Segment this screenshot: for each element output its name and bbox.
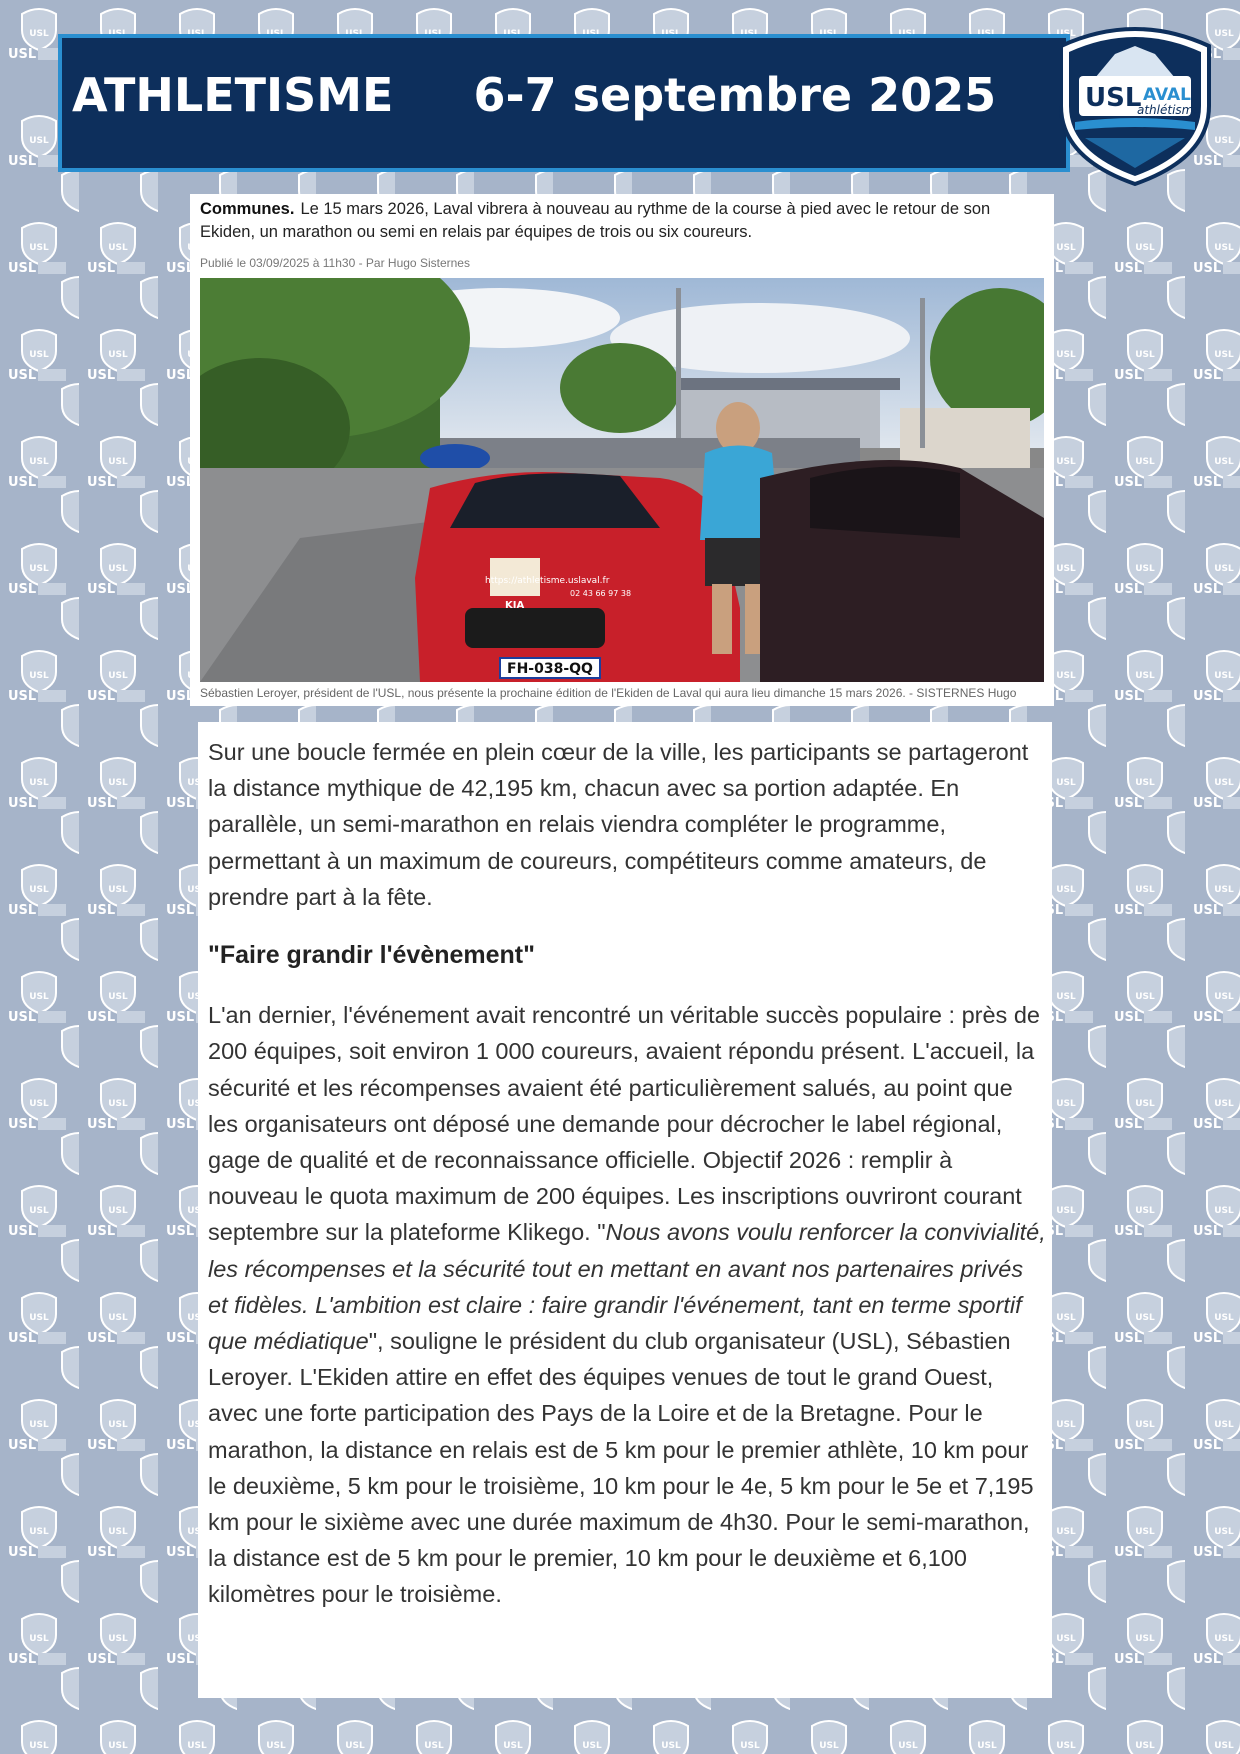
photo-caption: Sébastien Leroyer, président de l'USL, nous présente la prochaine édition de l'Ekiden de Laval qui aura lieu dimanche 15 mars 2026. - SISTERNES Hugo xyxy=(200,686,1017,700)
article-photo xyxy=(200,278,1044,682)
header-title-line xyxy=(72,68,996,122)
article-paragraph-2-start: L'an dernier, l'événement avait rencontré un véritable succès populaire : près de 200 équipes, soit environ 1 000 coureurs, avaient répondu présent. L'accueil, la sécurité et les récompenses avaient été particulièrement salués, au point que les organisateurs ont déposé une demande pour décrocher le label régional, gage de qualité et de reconnaissance officielle. Objectif 2026 : remplir à nouveau le quota maximum de 200 équipes. Les inscriptions ouvriront courant septembre sur la plateforme Klikego. " xyxy=(208,1002,1040,1246)
article-header-card xyxy=(190,194,1054,706)
logo-subtitle: athlétisme xyxy=(1137,103,1201,117)
photo-car-brand: KIA xyxy=(505,600,525,611)
article-meta: Publié le 03/09/2025 à 11h30 - Par Hugo Sisternes xyxy=(200,256,470,270)
article-lead xyxy=(200,198,1046,244)
article-quote: Nous avons voulu renforcer la convivialité, les récompenses et la sécurité tout en mettant en avant nos partenaires privés et fidèles. L'ambition est claire : faire grandir l'événement, tant en terme sportif que médiatique xyxy=(208,1219,1046,1355)
header-title: ATHLETISME xyxy=(72,68,394,122)
article-body-card xyxy=(198,722,1052,1698)
logo-brand-suffix: AVAL xyxy=(1143,85,1191,105)
logo-brand-prefix: USL xyxy=(1085,83,1142,113)
photo-plate: FH-038-QQ xyxy=(507,661,593,677)
article-subheading: "Faire grandir l'évènement" xyxy=(208,941,535,970)
header-banner xyxy=(58,34,1070,172)
club-logo xyxy=(1055,18,1215,186)
photo-car-phone: 02 43 66 97 38 xyxy=(570,589,632,598)
article-paragraph-2 xyxy=(208,997,1048,1612)
header-date: 6-7 septembre 2025 xyxy=(473,68,997,122)
article-tag: Communes. xyxy=(200,200,295,218)
article-paragraph-1: Sur une boucle fermée en plein cœur de la ville, les participants se partageront la distance mythique de 42,195 km, chacun avec sa portion adaptée. En parallèle, un semi-marathon en relais viendra compléter le programme, permettant à un maximum de coureurs, compétiteurs comme amateurs, de prendre part à la fête. xyxy=(208,739,1029,910)
photo-car-url: https://athletisme.uslaval.fr xyxy=(485,576,610,586)
article-lead-text: Le 15 mars 2026, Laval vibrera à nouveau au rythme de la course à pied avec le retour de son Ekiden, un marathon ou semi en relais par équipes de trois ou six coureurs. xyxy=(200,200,991,241)
article-paragraph-2-end: ", souligne le président du club organisateur (USL), Sébastien Leroyer. L'Ekiden attire en effet des équipes venues de tout le grand Ouest, avec une forte participation des Pays de la Loire et de la Bretagne. Pour le marathon, la distance en relais est de 5 km pour le premier athlète, 10 km pour le deuxième, 5 km pour le troisième, 10 km pour le 4e, 5 km pour le 5e et 7,195 km pour le sixième avec une durée maximum de 4h30. Pour le semi-marathon, la distance est de 5 km pour le premier, 10 km pour le deuxième et 6,100 kilomètres pour le troisième. xyxy=(208,1328,1034,1608)
